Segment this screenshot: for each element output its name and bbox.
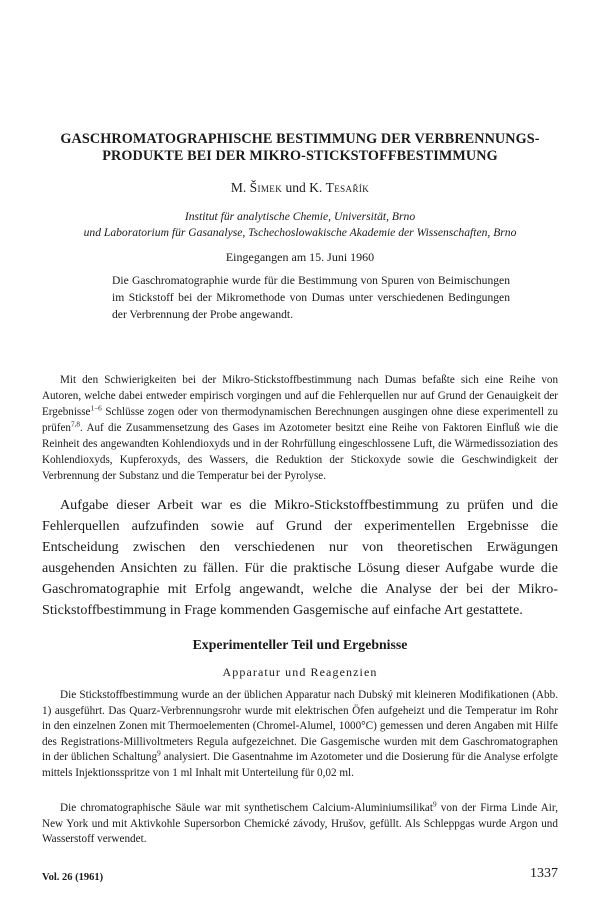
subsection-heading: Apparatur und Reagenzien <box>222 665 378 679</box>
column-paragraph <box>42 801 558 848</box>
apparatus-paragraph <box>42 688 558 781</box>
intro-paragraph <box>42 372 558 484</box>
apparatus-text-1: Die Stickstoffbestimmung wurde an der üblichen Apparatur nach Dubský mit kleineren Modifikationen (Abb. 1) ausgeführt. Das Quarz-Verbrennungsrohr wurde mit elektrischen Öfen aufgeheizt und die Temperatur im Rohr in den einzelnen Zonen mit Thermoelementen (Chromel-Alumel, 1000°C) gemessen und deren Angaben mit Hilfe des Registrations-Millivoltmeters Regula aufgezeichnet. Die Gasgemische wurden mit dem Gaschromatographen in der üblichen Schaltung <box>42 689 558 763</box>
affiliation-line-2: und Laboratorium für Gasanalyse, Tschechoslowakische Akademie der Wissenschaften, Brno <box>83 226 517 239</box>
abstract: Die Gaschromatographie wurde für die Bestimmung von Spuren von Beimischungen im Stickstoff bei der Mikromethode von Dumas unter verschiedenen Bedingungen der Verbrennung der Probe angewandt. <box>112 274 510 321</box>
author-2-surname: Tesařík <box>325 180 370 195</box>
page-number: 1337 <box>530 866 558 881</box>
column-text-1: Die chromatographische Säule war mit synthetischem Calcium-Aluminiumsilikat <box>60 802 433 814</box>
author-connector: und <box>285 180 306 195</box>
article-title <box>20 131 580 165</box>
received-date: Eingegangen am 15. Juni 1960 <box>225 250 375 264</box>
title-line-1: GASCHROMATOGRAPHISCHE BESTIMMUNG DER VERBRENNUNGS- <box>60 131 540 147</box>
intro-text-3: . Auf die Zusammensetzung des Gases im Azotometer besitzt eine Reihe von Faktoren Einfluß wie die Reinheit des angewandten Kohlendioxyds und in der Rohrfüllung eingeschlossene Luft, die Wärmedissoziation des Kohlendioxyds, Kupferoxyds, des Wassers, die Reduktion der Stickoxyde sowie die Geschwindigkeit der Verbrennung der Substanz und die Temperatur bei der Pyrolyse. <box>42 422 558 482</box>
citation-9b: 9 <box>432 800 437 809</box>
intro-text-1: Mit den Schwierigkeiten bei der Mikro-Stickstoffbestimmung nach Dumas befaßte sich eine Reihe von Autoren, welche dabei entweder empirisch vorgingen und auf die Fehlerquellen nur auf Grund der Genauigkeit der Ergebnisse <box>42 374 558 418</box>
author-1-initial: M. <box>230 180 247 195</box>
author-line <box>20 180 580 196</box>
title-line-2: PRODUKTE BEI DER MIKRO-STICKSTOFFBESTIMMUNG <box>102 148 498 164</box>
affiliations <box>20 209 580 241</box>
citation-9a: 9 <box>157 749 161 758</box>
section-heading: Experimenteller Teil und Ergebnisse <box>192 637 408 652</box>
author-2-initial: K. <box>309 180 323 195</box>
intro-text-2: Schlüsse zogen oder von thermodynamischen Berechnungen ausgingen ohne diese experimentell zu prüfen <box>42 406 558 434</box>
column-text-2: von der Firma Linde Air, New York und mit Aktivkohle Supersorbon Chemické závody, Hrušov, gefüllt. Als Schleppgas wurde Argon und Wasserstoff verwendet. <box>42 802 558 845</box>
affiliation-line-1: Institut für analytische Chemie, Universität, Brno <box>184 210 416 223</box>
citation-7-8: 7,8 <box>70 420 80 429</box>
author-1-surname: Šimek <box>249 180 283 195</box>
journal-volume: Vol. 26 (1961) <box>42 872 104 883</box>
citation-1-6: 1−6 <box>90 404 102 413</box>
aim-paragraph: Aufgabe dieser Arbeit war es die Mikro-Stickstoffbestimmung zu prüfen und die Fehlerquellen aufzufinden sowie auf Grund der experimentellen Ergebnisse die Entscheidung zwischen den verschiedenen nur von theoretischen Erwägungen ausgehenden Ansichten zu fällen. Für die praktische Lösung dieser Aufgabe wurde die Gaschromatographie mit Erfolg angewandt, welche die Analyse der bei der Mikro-Stickstoffbestimmung in Frage kommenden Gasgemische auf einfache Art gestattete. <box>42 497 558 618</box>
apparatus-text-2: analysiert. Die Gasentnahme im Azotometer und die Dosierung für die Analyse erfolgte mittels Injektionsspritze von 1 ml Inhalt mit Unterteilung für 0,02 ml. <box>42 751 558 779</box>
